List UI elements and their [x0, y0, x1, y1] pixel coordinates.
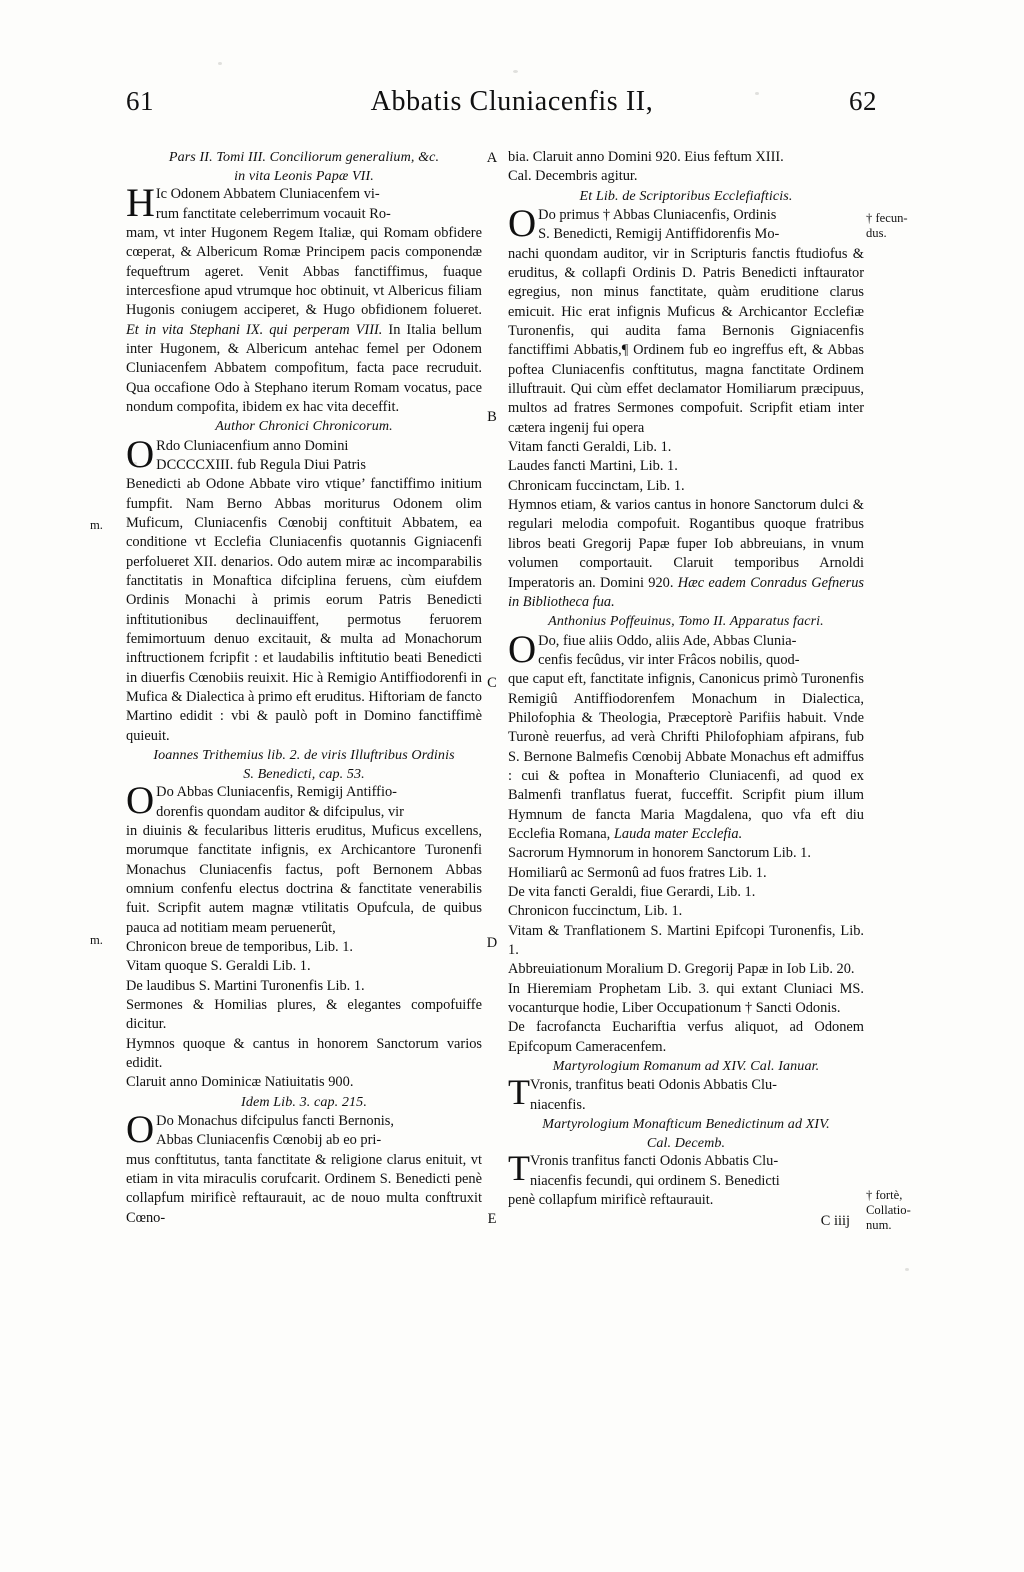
paragraph-hic-odonem-line2: rum fanctitate celeberrimum vocauit Ro-	[155, 205, 391, 222]
section-heading-pars-ii-line2: in vita Leonis Papæ VII.	[234, 167, 374, 184]
paragraph-turonis-transitus-sancti	[508, 1148, 864, 1210]
paragraph-hymnos-etiam	[508, 496, 864, 612]
paragraph-carryover-line1: bia. Claruit anno Domini 920. Eius feftum XIII.	[508, 149, 784, 165]
work-list-item-abbreuiationum: Abbreuiationum Moralium D. Gregorij Papæ in Iob Lib. 20.	[508, 961, 855, 978]
column-letter-d: D	[486, 935, 498, 951]
paragraph-hic-odonem	[126, 180, 482, 417]
page-title: Abbatis Cluniacenfis II,	[370, 86, 654, 117]
paragraph-turonis-sancti-line1: Vronis tranfitus fancti Odonis Abbatis Clu-	[530, 1153, 779, 1170]
scan-speck	[905, 1268, 909, 1271]
scan-speck	[218, 62, 222, 65]
column-letter-e: E	[487, 1211, 497, 1227]
drop-cap-o-odo-siue: O	[508, 627, 537, 671]
paragraph-carryover-line2: Cal. Decembris agitur.	[508, 168, 638, 185]
paragraph-odo-primus	[508, 201, 864, 438]
column-letter-a: A	[486, 150, 498, 166]
work-list-item-claruit: Claruit anno Dominicæ Natiuitatis 900.	[126, 1074, 354, 1091]
section-heading-martyrologium-romanum: Martyrologium Romanum ad XIV. Cal. Ianuar.	[552, 1058, 820, 1075]
section-heading-trithemius-line2: S. Benedicti, cap. 53.	[243, 765, 365, 782]
work-list-item-vitam-translationem: Vitam & Tranflationem S. Martini Epifcopi Turonenfis, Lib. 1.	[508, 922, 864, 958]
running-head	[0, 86, 1024, 126]
paragraph-odo-monachus-body: mus conftitutus, tanta fanctitate & religione clarus enituit, vt etiam in vita miraculis corufcarit. Ordinem S. Benedicti penè collapfum mirificè reftaurauit, ac de nouo multa conftruxit Cœno-	[126, 1151, 482, 1226]
folio-left-value: 61	[126, 86, 154, 116]
paragraph-odo-abbas-line1: Do Abbas Cluniacenfis, Remigij Antiffio-	[156, 784, 397, 801]
section-heading-pars-ii-line1: Pars II. Tomi III. Conciliorum generalium, &c.	[168, 149, 440, 165]
section-heading-possevinus: Anthonius Poffeuinus, Tomo II. Apparatus facri.	[548, 613, 824, 630]
work-list-item: Chronicon breue de temporibus, Lib. 1.	[126, 939, 354, 956]
section-heading-martyrologium-monasticum-line2: Cal. Decemb.	[646, 1134, 726, 1151]
paragraph-odo-siue-line2: cenfis fecûdus, vir inter Frâcos nobilis, quod-	[538, 651, 800, 668]
work-list-item: Vitam quoque S. Geraldi Lib. 1.	[126, 958, 311, 975]
column-letter-b: B	[487, 409, 497, 425]
work-list-item-hymnos: Hymnos quoque & cantus in honorem Sanctorum varios edidit.	[126, 1035, 482, 1072]
paragraph-odo-siue-oddo	[508, 627, 864, 845]
drop-cap-t-second: T	[508, 1148, 530, 1189]
margin-note-right-first-line2: dus.	[866, 226, 887, 240]
paragraph-turonis-beati-line2: niacenfis.	[530, 1096, 586, 1113]
work-list-item-sacrorum: Sacrorum Hymnorum in honorem Sanctorum Lib. 1.	[508, 845, 811, 862]
paragraph-ordo-line1: Rdo Cluniacenfium anno Domini	[156, 437, 349, 454]
paragraph-turonis-transitus-beati	[508, 1072, 864, 1115]
work-list-item: Chronicon fuccinctum, Lib. 1.	[508, 903, 683, 920]
paragraph-odo-abbas-line2: dorenfis quondam auditor & difcipulus, vir	[156, 803, 404, 820]
drop-cap-o-odo-primus: O	[508, 201, 537, 245]
margin-note-right-first	[866, 211, 944, 241]
section-heading-martyrologium-monasticum-line1: Martyrologium Monafticum Benedictinum ad XIV.	[542, 1116, 830, 1133]
work-list-item: De vita fancti Geraldi, fiue Gerardi, Lib. 1.	[508, 883, 756, 900]
folio-right-value: 62	[849, 86, 877, 116]
paragraph-ordo-body: Benedicti ab Odone Abbate viro vtique’ fanctiffimo initium fumpfit. Nam Berno Abbas moriturus Odonem olim Muficum, Cluniacenfis Cœnobij conftituit Abbatem, ea conditione vt Ecclefia Cluniacenfis quotannis Gigniacenfi perfolueret XII. denarios. Odo autem miræ ac incomparabilis fanctitatis in Monaftica difciplina feruens, cùm eiufdem Ordinis Monachi à primis eorum Patris Benedicti inftitutionibus declinauiffent, permotus feruorem femimortuum denuo excitauit, & multa ad Monachorum inftructionem fcripfit : et laudabilis inftitutio beati Benedicti in diuerfis Cœnobiis reuixit. Hic à Remigio Antiffiodorenfi in Mufica & Dialectica à primo eft eruditus. Hiftoriam de fancto Martino edidit : vbi & paulò poft in Domino fanctiffimè quieuit.	[126, 476, 482, 744]
paragraph-hic-odonem-body: mam, vt inter Hugonem Regem Italiæ, qui Romam obfidere cœperat, & Albericum Romæ Principem pacis componendæ fequeftrum ageret. Venit Abbas fanctiffimus, fuaque intercesfione apud vtrumque hoc obtinuit, vt Albericus filiam Hugonis coniugem acciperet, & Hugo obfidionem folueret.	[126, 224, 482, 319]
signature-mark: C iiij	[820, 1213, 850, 1230]
paragraph-odo-primus-body: nachi quondam auditor, vir in Scripturis fanctis ftudiofus & eruditus, & collapfi Ordinis D. Patris Benedicti inftaurator egregius, non minus fanctitate, quàm eruditione clarus emicuit. Hic erat infignis Muficus & Archicantor Ecclefiæ Turonenfis, qui audita fama Bernonis Gigniacenfis fanctiffimi Abbatis,¶ Ordinem fub eo ingreffus eft, & Abbas poftea Cluniacenfis conftitutus, magna fanctitate Ordinem illuftrauit. Qui cùm effet declamator Homiliarum præcipuus, multos ad fratres Sermones compofuit. Scripfit etiam inter cætera ingenij fui opera	[508, 245, 864, 436]
section-heading-et-lib-scriptoribus: Et Lib. de Scriptoribus Ecclefiafticis.	[579, 187, 793, 204]
work-list-item-sermones: Sermones & Homilias plures, & elegantes compofuiffe dicitur.	[126, 997, 482, 1033]
paragraph-hymnos-etiam-body: Hymnos etiam, & varios cantus in honore Sanctorum dulci & regulari melodia compofuit. Rogantibus quoque fratribus libros beati Gregorij Papæ fuper Iob abbreuians, in vnum volumen comportauit. Claruit temporibus Arnoldi Imperatoris an. Domini 920.	[508, 497, 864, 591]
paragraph-odo-primus-line2: S. Benedicti, Remigij Antiffidorenfis Mo-	[538, 226, 780, 243]
work-list-item: De laudibus S. Martini Turonenfis Lib. 1.	[126, 977, 365, 994]
paragraph-odo-abbas-body: in diuinis & fecularibus litteris eruditus, Muficus excellens, morumque fanctitate infignis, ex Archicantore Turonenfi Monachus Cluniacenfis factus, poft Bernonem Abbas omnium confenfu electus doctrina & fanctitate venerabilis fuit. Scripfit autem magnæ vtilitatis Opufcula, de quibus pauca ad notitiam meam peruenerût,	[126, 822, 482, 936]
section-heading-trithemius-line1: Ioannes Trithemius lib. 2. de viris Illuftribus Ordinis	[153, 747, 455, 764]
margin-note-right-second-line2: Collatio-	[866, 1203, 911, 1217]
margin-note-right-second	[866, 1188, 944, 1233]
paragraph-turonis-beati-line1: Vronis, tranfitus beati Odonis Abbatis Clu-	[530, 1077, 777, 1094]
margin-note-right-second-line3: num.	[866, 1218, 892, 1232]
text-column-right	[508, 148, 864, 1232]
margin-note-left-second: m.	[90, 933, 103, 947]
paragraph-hic-odonem-body2: In Italia bellum inter Hugonem, & Albericum antehac femel per Odonem Cluniacenfem Abbatem compofitum, facta pace recruduit. Qua occafione Odo à Stephano iterum Romam vocatus, pace nondum compofita, ibidem ex hac vita deceffit.	[126, 321, 482, 415]
paragraph-turonis-sancti-body: penè collapfum mirificè reftaurauit.	[508, 1191, 714, 1208]
paragraph-odo-monachus-line1: Do Monachus difcipulus fancti Bernonis,	[156, 1113, 394, 1130]
work-list-item: Vitam fancti Geraldi, Lib. 1.	[508, 439, 672, 456]
margin-note-left-first: m.	[90, 518, 103, 532]
section-heading-author-chronici: Author Chronici Chronicorum.	[215, 418, 393, 435]
drop-cap-o-ordo: O	[126, 432, 155, 476]
paragraph-odo-siue-body: que caput eft, fanctitate infignis, Canonicus primò Turonenfis Remigiû Antiffiodorenfem Monachum in Dialectica, Philofophia & Theologia, Præceptorè Parifiis habuit. Vnde Turonè reuerfus, ad verà Chrifti Philofophiam afpirans, fub S. Bernone Balmefis Cœnobij Abbate Monachus eft admiffus : cui & poftea in Monafterio Cluniacenfi, ad quod ex Balmenfi tranflatus fuerat, fucceffit. Scripfit pium illum Hymnum de fancta Maria Magdalena, quo vfa eft diu Ecclefia Romana,	[508, 671, 864, 842]
paragraph-odo-abbas	[126, 779, 482, 938]
paragraph-turonis-sancti-line2: niacenfis fecundi, qui ordinem S. Benedicti	[530, 1172, 780, 1189]
paragraph-hymnos-etiam-italic: Hæc eadem Conradus Gefnerus in Bibliotheca fua.	[508, 574, 864, 610]
drop-cap-o-odo-monachus: O	[126, 1108, 155, 1152]
work-list-item: Homiliarû ac Sermonû ad fuos fratres Lib. 1.	[508, 864, 767, 881]
paragraph-odo-primus-line1: Do primus † Abbas Cluniacenfis, Ordinis	[538, 206, 777, 223]
scan-speck	[513, 70, 518, 73]
drop-cap-t-first: T	[508, 1072, 530, 1113]
work-list-item: Laudes fancti Martini, Lib. 1.	[508, 458, 678, 475]
paragraph-hic-odonem-line1: Ic Odonem Abbatem Cluniacenfem vi-	[155, 186, 380, 203]
paragraph-ordo-line2: DCCCCXIII. fub Regula Diui Patris	[156, 456, 367, 473]
column-letter-c: C	[487, 675, 497, 691]
paragraph-hic-odonem-italic: Et in vita Stephani IX. qui perperam VIII.	[126, 321, 383, 338]
section-heading-idem-lib: Idem Lib. 3. cap. 215.	[241, 1093, 367, 1110]
paragraph-odo-monachus	[126, 1108, 482, 1228]
drop-cap-h: H	[126, 180, 155, 226]
work-list-item-eucharistia: De facrofancta Euchariftia verfus aliquot, ad Odonem Epifcopum Cameracenfem.	[508, 1019, 864, 1055]
margin-note-right-second-line1: † fortè,	[866, 1188, 903, 1202]
folio-number-right	[849, 86, 877, 117]
drop-cap-o-odo-abbas: O	[126, 779, 155, 823]
margin-note-right-first-line1: † fecun-	[866, 211, 908, 225]
text-column-left	[126, 148, 482, 1228]
paragraph-odo-siue-italic: Lauda mater Ecclefia.	[613, 825, 743, 842]
paragraph-odo-monachus-line2: Abbas Cluniacenfis Cœnobij ab eo pri-	[156, 1132, 382, 1149]
paragraph-ordo-cluniacensium	[126, 432, 482, 747]
paragraph-odo-siue-line1: Do, fiue aliis Oddo, aliis Ade, Abbas Clunia-	[538, 632, 797, 649]
work-list-item-hieremiam: In Hieremiam Prophetam Lib. 3. qui extant Cluniaci MS. vocanturque hodie, Liber Occupationum † Sancti Odonis.	[508, 980, 864, 1017]
work-list-item: Chronicam fuccinctam, Lib. 1.	[508, 477, 685, 494]
